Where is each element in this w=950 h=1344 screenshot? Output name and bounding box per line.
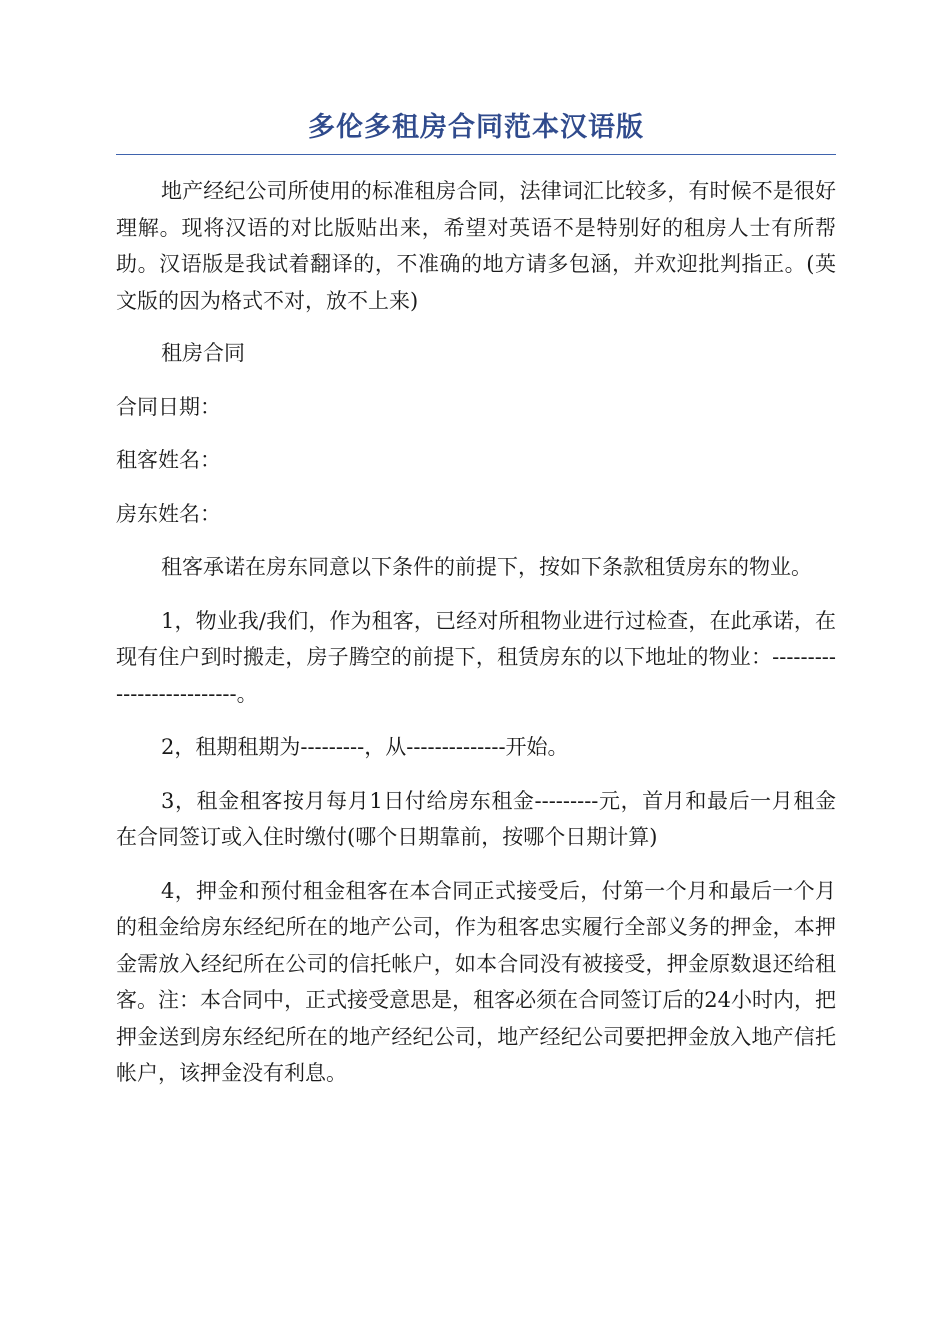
document-page [116, 108, 836, 1092]
clause-3-rent: 3，租金租客按月每月1日付给房东租金---------元，首月和最后一月租金在合同签订或入住时缴付(哪个日期靠前，按哪个日期计算) [116, 788, 836, 849]
clause-2-term: 2，租期租期为---------，从--------------开始。 [161, 735, 569, 759]
intro-paragraph: 地产经纪公司所使用的标准租房合同，法律词汇比较多，有时候不是很好理解。现将汉语的对比版贴出来，希望对英语不是特别好的租房人士有所帮助。汉语版是我试着翻译的，不准确的地方请多包涵，并欢迎批判指正。(英文版的因为格式不对，放不上来) [116, 179, 836, 313]
preamble-paragraph: 租客承诺在房东同意以下条件的前提下，按如下条款租赁房东的物业。 [161, 555, 812, 579]
field-landlord-name: 房东姓名： [116, 501, 221, 526]
contract-heading: 租房合同 [161, 341, 245, 365]
document-title: 多伦多租房合同范本汉语版 [116, 108, 836, 155]
clause-4-deposit: 4，押金和预付租金租客在本合同正式接受后，付第一个月和最后一个月的租金给房东经纪所在的地产公司，作为租客忠实履行全部义务的押金，本押金需放入经纪所在公司的信托帐户，如本合同没有被接受，押金原数退还给租客。注：本合同中，正式接受意思是，租客必须在合同签订后的24小时内，把押金送到房东经纪所在的地产经纪公司，地产经纪公司要把押金放入地产信托帐户，该押金没有利息。 [116, 878, 836, 1085]
field-tenant-name: 租客姓名： [116, 448, 221, 472]
field-contract-date: 合同日期： [116, 394, 221, 419]
clause-1-property: 1，物业我/我们，作为租客，已经对所租物业进行过检查，在此承诺，在现有住户到时搬走，房子腾空的前提下，租赁房东的以下地址的物业：--------------------------。 [116, 608, 836, 706]
